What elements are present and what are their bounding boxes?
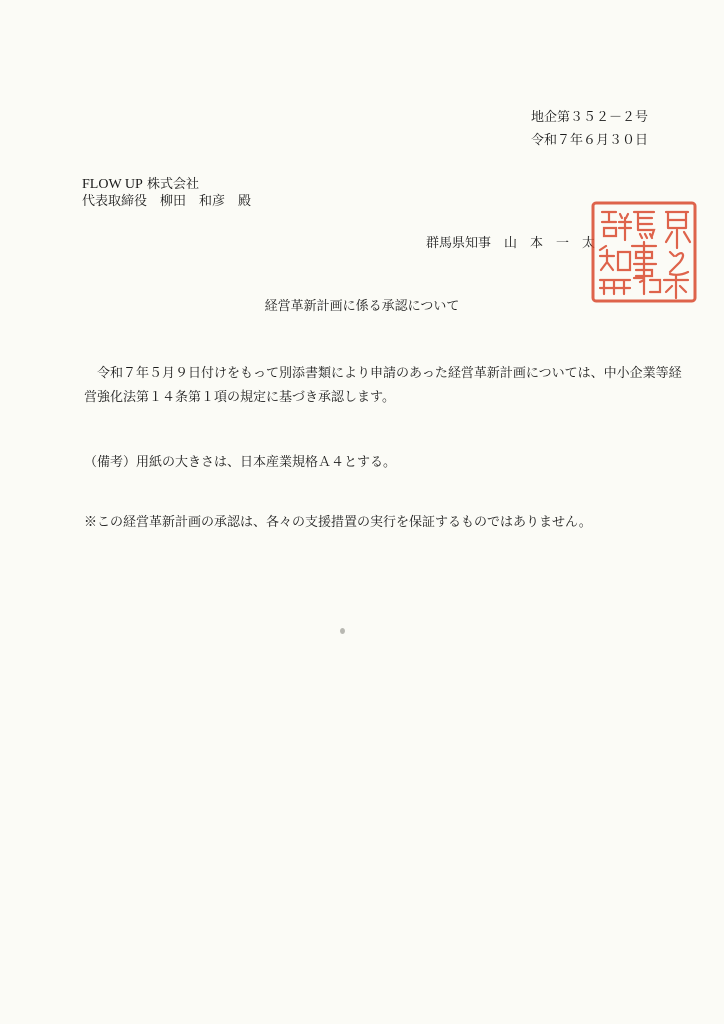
document-subject: 経営革新計画に係る承認について <box>264 299 460 314</box>
recipient-company-suffix: 株式会社 <box>146 177 199 192</box>
disclaimer-notice: ※この経営革新計画の承認は、各々の支援措置の実行を保証するものではありません。 <box>84 515 592 530</box>
document-date: 令和７年６月３０日 <box>530 133 648 148</box>
seal-text: 群馬県知事之印 <box>590 200 597 201</box>
document-number: 地企第３５２－２号 <box>530 110 648 125</box>
body-paragraph: 令和７年５月９日付けをもって別添書類により申請のあった経営革新計画については、中小企業等経営強化法第１４条第１項の規定に基づき承認します。 <box>84 366 682 405</box>
issuer-name: 群馬県知事 山 本 一 太 <box>426 236 596 251</box>
recipient-company <box>82 178 199 192</box>
official-seal-stamp <box>590 200 698 304</box>
scan-speck <box>340 628 345 634</box>
recipient-company-name: FLOW UP <box>82 177 143 192</box>
remark-note: （備考）用紙の大きさは、日本産業規格Ａ４とする。 <box>84 455 397 470</box>
recipient-person: 代表取締役 柳田 和彦 殿 <box>82 194 252 209</box>
